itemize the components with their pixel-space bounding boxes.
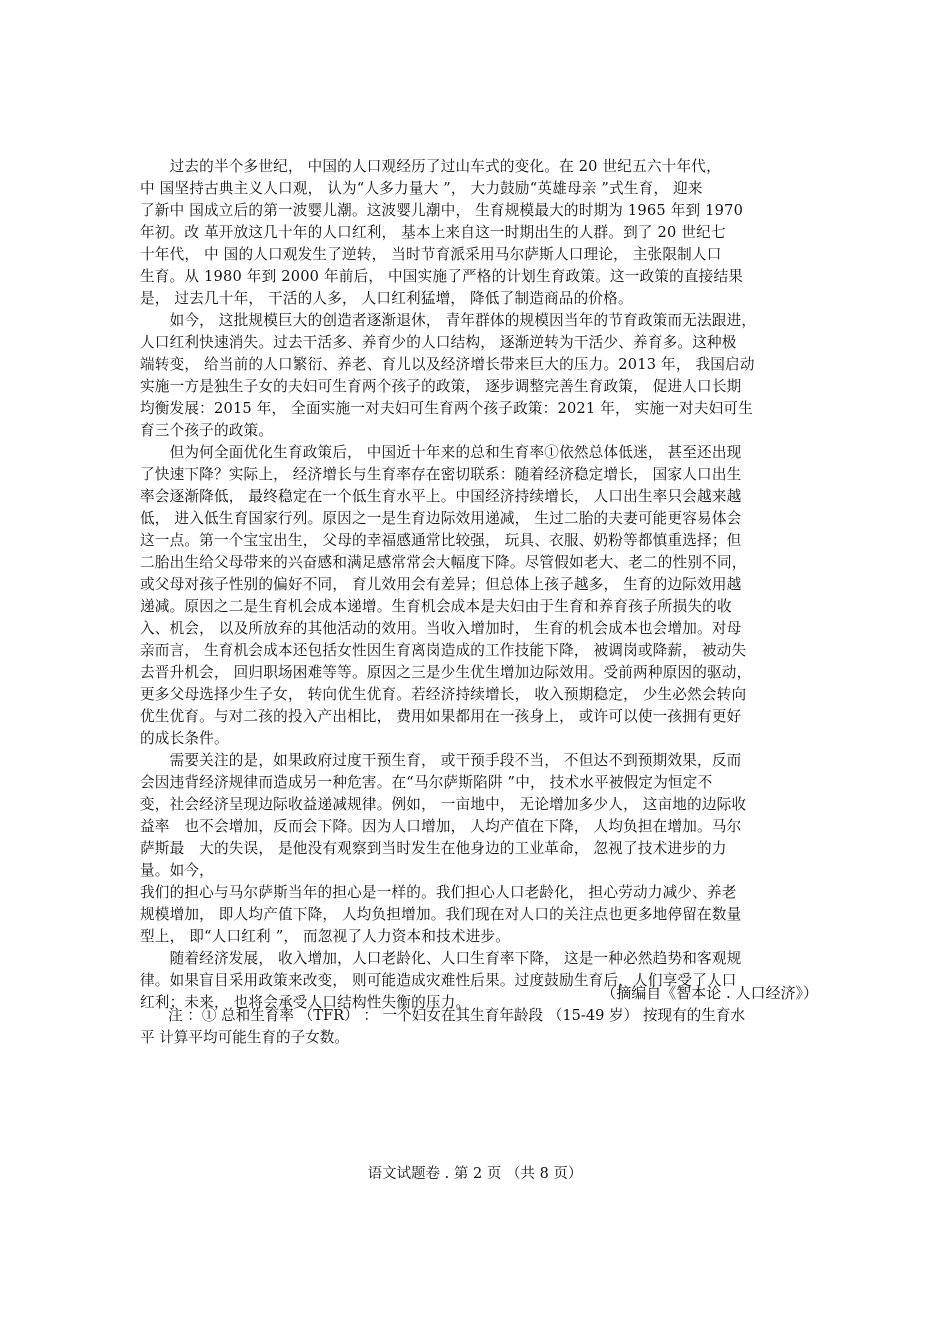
article-line: 二胎出生给父母带来的兴奋感和满足感常常会大幅度下降。尽管假如老大、老二的性别不同，: [140, 554, 747, 571]
footnote-line-1: 注 ：① 总和生育率 （TFR） ： 一个妇女在其生育年龄段 （15-49 岁） 按现有的生育水: [168, 1007, 746, 1024]
source-citation: （摘编自《智本论 . 人口经济》）: [601, 984, 818, 1002]
article-line: 人口红利快速消失。过去干活多、养育少的人口结构， 逐渐逆转为干活少、养育多。这种极: [140, 334, 737, 351]
article-line: 端转变， 给当前的人口繁衍、养老、育儿以及经济增长带来巨大的压力。2013 年， 我国启动: [140, 356, 755, 373]
article-line: 了快速下降？实际上， 经济增长与生育率存在密切联系：随着经济稳定增长， 国家人口出生: [140, 466, 742, 483]
article-line: 的成长条件。: [140, 730, 229, 747]
article-line: 育三个孩子的政策。: [140, 422, 274, 439]
footnote: [140, 1005, 820, 1049]
article-line: 过去的半个多世纪， 中国的人口观经历了过山车式的变化。在 20 世纪五六十年代，: [140, 158, 721, 175]
article-line: 规模增加， 即人均产值下降， 人均负担增加。我们现在对人口的关注点也更多地停留在数量: [140, 906, 742, 923]
footnote-line-2: 平 计算平均可能生育的子女数。: [140, 1029, 349, 1046]
article-line: 实施一方是独生子女的夫妇可生育两个孩子的政策， 逐步调整完善生育政策， 促进人口长期: [140, 378, 742, 395]
page-footer: 语文试题卷 . 第 2 页 （共 8 页）: [367, 1166, 583, 1182]
article-line: 去晋升机会， 回归职场困难等等。原因之三是少生优生增加边际效用。受前两种原因的驱动，: [140, 664, 752, 681]
article-line: 型上， 即“人口红利 ”， 而忽视了人力资本和技术进步。: [140, 928, 511, 945]
article-line: 低， 进入低生育国家行列。原因之一是生育边际效用递减， 生过二胎的夫妻可能更容易体会: [140, 510, 742, 527]
article-line: 优生优育。与对二孩的投入产出相比， 费用如果都用在一孩身上， 或许可以使一孩拥有更好: [140, 708, 742, 725]
article-line: 但为何全面优化生育政策后， 中国近十年来的总和生育率①依然总体低迷， 甚至还出现: [140, 444, 742, 461]
article-line: 率会逐渐降低， 最终稳定在一个低生育水平上。中国经济持续增长， 人口出生率只会越来越: [140, 488, 742, 505]
article-line: 益率 也不会增加，反而会下降。因为人口增加， 人均产值在下降， 人均负担在增加。马尔: [140, 818, 742, 835]
article-line: 我们的担心与马尔萨斯当年的担心是一样的。我们担心人口老龄化， 担心劳动力减少、养老: [140, 884, 737, 901]
article-line: 如今， 这批规模巨大的创造者逐渐退休， 青年群体的规模因当年的节育政策而无法跟进，: [140, 312, 757, 329]
article-line: 亲而言， 生育机会成本还包括女性因生育离岗造成的工作技能下降， 被调岗或降薪， 被动失: [140, 642, 747, 659]
article-line: 了新中 国成立后的第一波婴儿潮。这波婴儿潮中， 生育规模最大的时期为 1965 年到 1970: [140, 202, 744, 219]
article-line: 是， 过去几十年， 干活的人多， 人口红利猛增， 降低了制造商品的价格。: [140, 290, 633, 307]
article-line: 会因违背经济规律而造成另一种危害。在“马尔萨斯陷阱 ”中， 技术水平被假定为恒定不: [140, 774, 713, 791]
article-line: 或父母对孩子性别的偏好不同， 育儿效用会有差异；但总体上孩子越多， 生育的边际效用越: [140, 576, 742, 593]
article-line: 随着经济发展， 收入增加，人口老龄化、人口生育率下降， 这是一种必然趋势和客观规: [140, 950, 742, 967]
article-line: 更多父母选择少生子女， 转向优生优育。若经济持续增长， 收入预期稳定， 少生必然会转向: [140, 686, 747, 703]
article-line: 十年代， 中 国的人口观发生了逆转， 当时节育派采用马尔萨斯人口理论， 主张限制人口: [140, 246, 722, 263]
article-line: 红利；未来， 也将会承受人口结构性失衡的压力。: [140, 994, 471, 1011]
article-line: 中 国坚持古典主义人口观， 认为“人多力量大 ”， 大力鼓励“英雄母亲 ”式生育， 迎来: [140, 180, 703, 197]
article-line: 生育。从 1980 年到 2000 年前后， 中国实施了严格的计划生育政策。这一政策的直接结果: [140, 268, 744, 285]
article-line: 需要关注的是，如果政府过度干预生育， 或干预手段不当， 不但达不到预期效果，反而: [140, 752, 742, 769]
article-line: 这一点。第一个宝宝出生， 父母的幸福感通常比较强， 玩具、衣服、奶粉等都慎重选择；但: [140, 532, 742, 549]
article-line: 量。如今，: [140, 862, 214, 879]
article-line: 均衡发展：2015 年， 全面实施一对夫妇可生育两个孩子政策：2021 年， 实施一对夫妇可生: [140, 400, 754, 417]
article-line: 年初。改 革开放这几十年的人口红利， 基本上来自这一时期出生的人群。到了 20 世纪七: [140, 224, 726, 241]
article-line: 律。如果盲目采用政策来改变， 则可能造成灾难性后果。过度鼓励生育后，人们享受了人口: [140, 972, 737, 989]
article-line: 变，社会经济呈现边际收益递减规律。例如， 一亩地中， 无论增加多少人， 这亩地的边际收: [140, 796, 747, 813]
article-line: 递减。原因之二是生育机会成本递增。生育机会成本是夫妇由于生育和养育孩子所损失的收: [140, 598, 732, 615]
article-line: 萨斯最 大的失误， 是他没有观察到当时发生在他身边的工业革命， 忽视了技术进步的力: [140, 840, 727, 857]
article-line: 入、机会， 以及所放弃的其他活动的效用。当收入增加时， 生育的机会成本也会增加。对母: [140, 620, 742, 637]
